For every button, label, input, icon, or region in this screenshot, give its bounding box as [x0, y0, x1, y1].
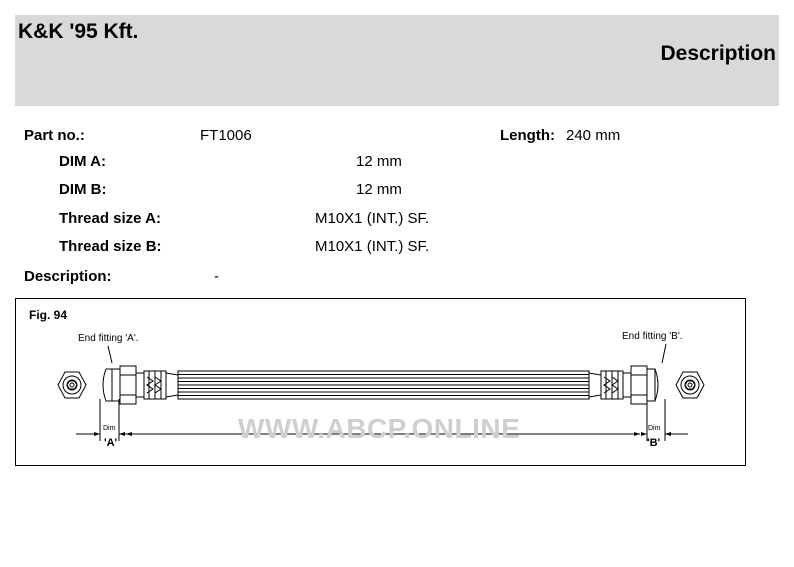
company-name: K&K '95 Kft. — [18, 20, 139, 43]
thread-a-label: Thread size A: — [59, 210, 161, 227]
length-value: 240 mm — [566, 127, 621, 144]
watermark: WWW.ABCP.ONLINE — [238, 413, 521, 444]
arrow-icon — [94, 432, 100, 436]
length-label: Length: — [500, 127, 555, 144]
thread-a-value: M10X1 (INT.) SF. — [315, 210, 430, 227]
end-fitting-b-label: End fitting 'B'. — [622, 331, 683, 342]
dim-a-mark: 'A' — [104, 437, 118, 449]
dim-a-label: DIM A: — [59, 153, 106, 170]
arrow-icon — [119, 432, 125, 436]
hose-diagram — [15, 298, 746, 466]
end-view-a-icon — [58, 372, 86, 398]
end-view-b-icon — [676, 372, 704, 398]
dim-a-text: Dim — [103, 425, 116, 432]
dim-b-label: DIM B: — [59, 181, 107, 198]
fitting-a-icon — [103, 366, 178, 404]
fitting-b-icon — [589, 366, 658, 404]
dim-b-value: 12 mm — [356, 181, 402, 198]
thread-b-value: M10X1 (INT.) SF. — [315, 238, 430, 255]
description-label: Description: — [24, 268, 112, 285]
leader-line-a — [108, 346, 112, 363]
end-fitting-a-label: End fitting 'A'. — [78, 333, 139, 344]
hose-body — [178, 371, 589, 399]
part-no-label: Part no.: — [24, 127, 85, 144]
leader-line-b — [662, 344, 666, 363]
header-bar — [15, 15, 779, 106]
dim-b-mark: 'B' — [647, 437, 661, 449]
arrow-icon — [641, 432, 647, 436]
thread-b-label: Thread size B: — [59, 238, 162, 255]
figure-label: Fig. 94 — [29, 308, 68, 322]
description-value: - — [214, 268, 219, 285]
dim-a-value: 12 mm — [356, 153, 402, 170]
dim-b-text: Dim — [648, 425, 661, 432]
page-title: Description — [660, 42, 776, 65]
arrow-icon — [665, 432, 671, 436]
arrow-icon — [634, 432, 640, 436]
part-no-value: FT1006 — [200, 127, 252, 144]
arrow-icon — [126, 432, 132, 436]
